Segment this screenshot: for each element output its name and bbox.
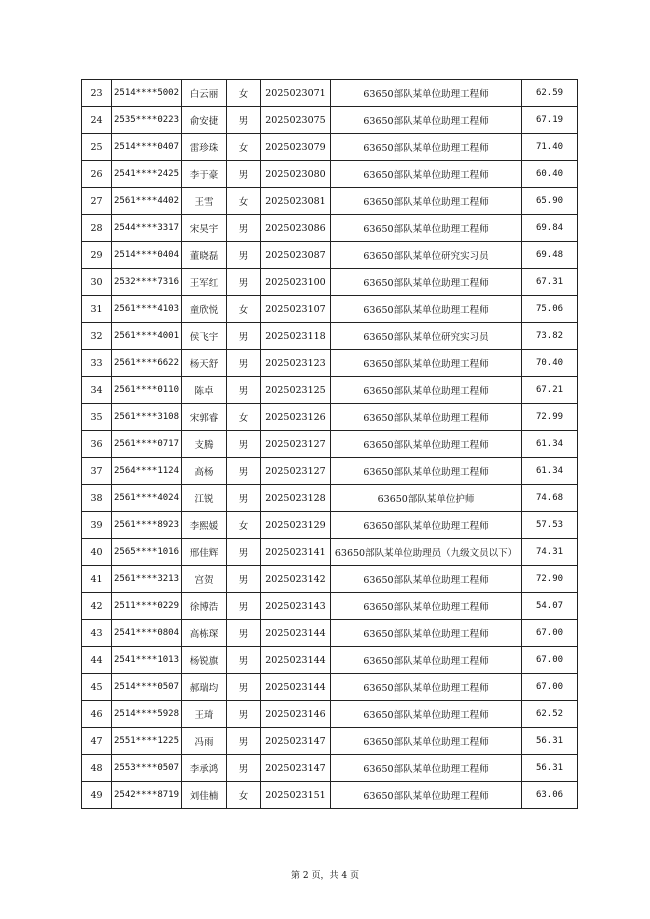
position-name-cell: 63650部队某单位助理工程师 <box>331 431 522 458</box>
candidate-name-cell: 王军红 <box>182 269 227 296</box>
candidate-name-cell: 高栋琛 <box>182 620 227 647</box>
id-number-cell: 2561****8923 <box>112 512 182 539</box>
gender-cell: 男 <box>227 647 261 674</box>
candidate-table <box>81 79 578 809</box>
table-row <box>82 539 578 566</box>
ticket-number-cell: 2025023141 <box>261 539 331 566</box>
row-index-cell: 37 <box>82 458 112 485</box>
position-name-cell: 63650部队某单位助理工程师 <box>331 161 522 188</box>
table-row <box>82 404 578 431</box>
candidate-name-cell: 宫贺 <box>182 566 227 593</box>
table-row <box>82 647 578 674</box>
candidate-name-cell: 雷珍珠 <box>182 134 227 161</box>
table-row <box>82 377 578 404</box>
id-number-cell: 2561****6622 <box>112 350 182 377</box>
row-index-cell: 33 <box>82 350 112 377</box>
gender-cell: 女 <box>227 80 261 107</box>
gender-cell: 男 <box>227 269 261 296</box>
id-number-cell: 2514****5928 <box>112 701 182 728</box>
ticket-number-cell: 2025023075 <box>261 107 331 134</box>
id-number-cell: 2565****1016 <box>112 539 182 566</box>
table-row <box>82 485 578 512</box>
id-number-cell: 2551****1225 <box>112 728 182 755</box>
table-row <box>82 512 578 539</box>
row-index-cell: 25 <box>82 134 112 161</box>
candidate-name-cell: 陈卓 <box>182 377 227 404</box>
gender-cell: 女 <box>227 134 261 161</box>
position-name-cell: 63650部队某单位助理工程师 <box>331 458 522 485</box>
gender-cell: 男 <box>227 161 261 188</box>
ticket-number-cell: 2025023144 <box>261 674 331 701</box>
ticket-number-cell: 2025023087 <box>261 242 331 269</box>
gender-cell: 男 <box>227 458 261 485</box>
id-number-cell: 2544****3317 <box>112 215 182 242</box>
position-name-cell: 63650部队某单位助理工程师 <box>331 647 522 674</box>
page-footer: 第 2 页，共 4 页 <box>291 871 359 881</box>
row-index-cell: 43 <box>82 620 112 647</box>
ticket-number-cell: 2025023080 <box>261 161 331 188</box>
ticket-number-cell: 2025023079 <box>261 134 331 161</box>
table-row <box>82 107 578 134</box>
id-number-cell: 2561****4103 <box>112 296 182 323</box>
score-cell: 54.07 <box>522 593 578 620</box>
gender-cell: 男 <box>227 242 261 269</box>
table-row <box>82 458 578 485</box>
table-row <box>82 188 578 215</box>
id-number-cell: 2561****4001 <box>112 323 182 350</box>
candidate-name-cell: 冯雨 <box>182 728 227 755</box>
table-row <box>82 674 578 701</box>
score-cell: 62.52 <box>522 701 578 728</box>
candidate-name-cell: 白云丽 <box>182 80 227 107</box>
id-number-cell: 2564****1124 <box>112 458 182 485</box>
score-cell: 70.40 <box>522 350 578 377</box>
score-cell: 73.82 <box>522 323 578 350</box>
id-number-cell: 2561****3213 <box>112 566 182 593</box>
table-row <box>82 755 578 782</box>
score-cell: 67.00 <box>522 674 578 701</box>
score-cell: 67.21 <box>522 377 578 404</box>
position-name-cell: 63650部队某单位助理工程师 <box>331 593 522 620</box>
gender-cell: 男 <box>227 620 261 647</box>
table-row <box>82 161 578 188</box>
ticket-number-cell: 2025023142 <box>261 566 331 593</box>
position-name-cell: 63650部队某单位助理工程师 <box>331 269 522 296</box>
row-index-cell: 41 <box>82 566 112 593</box>
candidate-name-cell: 李熙媛 <box>182 512 227 539</box>
gender-cell: 女 <box>227 188 261 215</box>
candidate-name-cell: 杨锐旗 <box>182 647 227 674</box>
id-number-cell: 2514****0407 <box>112 134 182 161</box>
gender-cell: 男 <box>227 539 261 566</box>
score-cell: 71.40 <box>522 134 578 161</box>
candidate-name-cell: 杨天舒 <box>182 350 227 377</box>
gender-cell: 男 <box>227 674 261 701</box>
id-number-cell: 2511****0229 <box>112 593 182 620</box>
position-name-cell: 63650部队某单位助理工程师 <box>331 215 522 242</box>
score-cell: 65.90 <box>522 188 578 215</box>
row-index-cell: 47 <box>82 728 112 755</box>
ticket-number-cell: 2025023118 <box>261 323 331 350</box>
id-number-cell: 2541****0804 <box>112 620 182 647</box>
score-cell: 63.06 <box>522 782 578 809</box>
table-row <box>82 782 578 809</box>
gender-cell: 男 <box>227 323 261 350</box>
score-cell: 61.34 <box>522 431 578 458</box>
id-number-cell: 2553****0507 <box>112 755 182 782</box>
gender-cell: 女 <box>227 782 261 809</box>
score-cell: 69.48 <box>522 242 578 269</box>
row-index-cell: 46 <box>82 701 112 728</box>
row-index-cell: 23 <box>82 80 112 107</box>
candidate-name-cell: 宋昊宇 <box>182 215 227 242</box>
id-number-cell: 2561****0717 <box>112 431 182 458</box>
id-number-cell: 2535****0223 <box>112 107 182 134</box>
score-cell: 56.31 <box>522 728 578 755</box>
table-row <box>82 296 578 323</box>
candidate-name-cell: 邢佳辉 <box>182 539 227 566</box>
candidate-name-cell: 高杨 <box>182 458 227 485</box>
id-number-cell: 2561****3108 <box>112 404 182 431</box>
position-name-cell: 63650部队某单位助理工程师 <box>331 188 522 215</box>
ticket-number-cell: 2025023143 <box>261 593 331 620</box>
gender-cell: 男 <box>227 728 261 755</box>
id-number-cell: 2514****0404 <box>112 242 182 269</box>
id-number-cell: 2514****0507 <box>112 674 182 701</box>
table-row <box>82 431 578 458</box>
row-index-cell: 40 <box>82 539 112 566</box>
ticket-number-cell: 2025023100 <box>261 269 331 296</box>
candidate-name-cell: 董晓磊 <box>182 242 227 269</box>
candidate-name-cell: 郝瑞均 <box>182 674 227 701</box>
score-cell: 60.40 <box>522 161 578 188</box>
row-index-cell: 36 <box>82 431 112 458</box>
position-name-cell: 63650部队某单位助理工程师 <box>331 404 522 431</box>
position-name-cell: 63650部队某单位研究实习员 <box>331 242 522 269</box>
table-row <box>82 269 578 296</box>
gender-cell: 女 <box>227 512 261 539</box>
candidate-name-cell: 支腾 <box>182 431 227 458</box>
table-row <box>82 215 578 242</box>
table-row <box>82 701 578 728</box>
score-cell: 67.19 <box>522 107 578 134</box>
candidate-name-cell: 刘佳楠 <box>182 782 227 809</box>
position-name-cell: 63650部队某单位研究实习员 <box>331 323 522 350</box>
ticket-number-cell: 2025023126 <box>261 404 331 431</box>
score-cell: 61.34 <box>522 458 578 485</box>
table-row <box>82 728 578 755</box>
ticket-number-cell: 2025023127 <box>261 458 331 485</box>
gender-cell: 男 <box>227 377 261 404</box>
gender-cell: 男 <box>227 593 261 620</box>
id-number-cell: 2541****2425 <box>112 161 182 188</box>
row-index-cell: 29 <box>82 242 112 269</box>
candidate-name-cell: 徐博浩 <box>182 593 227 620</box>
candidate-name-cell: 俞安捷 <box>182 107 227 134</box>
table-row <box>82 134 578 161</box>
position-name-cell: 63650部队某单位助理工程师 <box>331 512 522 539</box>
ticket-number-cell: 2025023081 <box>261 188 331 215</box>
ticket-number-cell: 2025023127 <box>261 431 331 458</box>
score-cell: 56.31 <box>522 755 578 782</box>
id-number-cell: 2561****4402 <box>112 188 182 215</box>
candidate-name-cell: 江锐 <box>182 485 227 512</box>
row-index-cell: 24 <box>82 107 112 134</box>
gender-cell: 男 <box>227 350 261 377</box>
ticket-number-cell: 2025023147 <box>261 755 331 782</box>
score-cell: 75.06 <box>522 296 578 323</box>
row-index-cell: 48 <box>82 755 112 782</box>
row-index-cell: 49 <box>82 782 112 809</box>
score-cell: 57.53 <box>522 512 578 539</box>
gender-cell: 男 <box>227 215 261 242</box>
candidate-table-body <box>82 80 578 809</box>
id-number-cell: 2561****0110 <box>112 377 182 404</box>
id-number-cell: 2561****4024 <box>112 485 182 512</box>
table-row <box>82 593 578 620</box>
ticket-number-cell: 2025023144 <box>261 620 331 647</box>
position-name-cell: 63650部队某单位助理员（九级文员以下） <box>331 539 522 566</box>
gender-cell: 女 <box>227 404 261 431</box>
id-number-cell: 2541****1013 <box>112 647 182 674</box>
score-cell: 74.31 <box>522 539 578 566</box>
score-cell: 67.00 <box>522 647 578 674</box>
candidate-name-cell: 侯飞宇 <box>182 323 227 350</box>
ticket-number-cell: 2025023071 <box>261 80 331 107</box>
ticket-number-cell: 2025023125 <box>261 377 331 404</box>
table-row <box>82 323 578 350</box>
position-name-cell: 63650部队某单位助理工程师 <box>331 674 522 701</box>
id-number-cell: 2542****8719 <box>112 782 182 809</box>
gender-cell: 男 <box>227 485 261 512</box>
gender-cell: 男 <box>227 755 261 782</box>
row-index-cell: 31 <box>82 296 112 323</box>
score-cell: 74.68 <box>522 485 578 512</box>
position-name-cell: 63650部队某单位助理工程师 <box>331 107 522 134</box>
position-name-cell: 63650部队某单位助理工程师 <box>331 782 522 809</box>
table-row <box>82 242 578 269</box>
row-index-cell: 44 <box>82 647 112 674</box>
position-name-cell: 63650部队某单位助理工程师 <box>331 134 522 161</box>
score-cell: 67.31 <box>522 269 578 296</box>
gender-cell: 男 <box>227 566 261 593</box>
ticket-number-cell: 2025023144 <box>261 647 331 674</box>
id-number-cell: 2514****5002 <box>112 80 182 107</box>
candidate-name-cell: 王雪 <box>182 188 227 215</box>
ticket-number-cell: 2025023151 <box>261 782 331 809</box>
gender-cell: 女 <box>227 296 261 323</box>
row-index-cell: 34 <box>82 377 112 404</box>
table-row <box>82 80 578 107</box>
score-cell: 72.90 <box>522 566 578 593</box>
position-name-cell: 63650部队某单位助理工程师 <box>331 728 522 755</box>
row-index-cell: 32 <box>82 323 112 350</box>
position-name-cell: 63650部队某单位助理工程师 <box>331 755 522 782</box>
score-cell: 62.59 <box>522 80 578 107</box>
candidate-name-cell: 王琦 <box>182 701 227 728</box>
position-name-cell: 63650部队某单位助理工程师 <box>331 296 522 323</box>
row-index-cell: 35 <box>82 404 112 431</box>
score-cell: 67.00 <box>522 620 578 647</box>
id-number-cell: 2532****7316 <box>112 269 182 296</box>
row-index-cell: 26 <box>82 161 112 188</box>
row-index-cell: 27 <box>82 188 112 215</box>
row-index-cell: 45 <box>82 674 112 701</box>
position-name-cell: 63650部队某单位助理工程师 <box>331 350 522 377</box>
position-name-cell: 63650部队某单位助理工程师 <box>331 377 522 404</box>
row-index-cell: 38 <box>82 485 112 512</box>
position-name-cell: 63650部队某单位助理工程师 <box>331 620 522 647</box>
gender-cell: 男 <box>227 107 261 134</box>
gender-cell: 男 <box>227 701 261 728</box>
gender-cell: 男 <box>227 431 261 458</box>
ticket-number-cell: 2025023147 <box>261 728 331 755</box>
table-row <box>82 620 578 647</box>
candidate-name-cell: 李于豪 <box>182 161 227 188</box>
ticket-number-cell: 2025023146 <box>261 701 331 728</box>
candidate-name-cell: 宋郭睿 <box>182 404 227 431</box>
position-name-cell: 63650部队某单位助理工程师 <box>331 701 522 728</box>
table-row <box>82 350 578 377</box>
ticket-number-cell: 2025023129 <box>261 512 331 539</box>
position-name-cell: 63650部队某单位助理工程师 <box>331 80 522 107</box>
ticket-number-cell: 2025023128 <box>261 485 331 512</box>
candidate-name-cell: 李承鸿 <box>182 755 227 782</box>
table-row <box>82 566 578 593</box>
ticket-number-cell: 2025023107 <box>261 296 331 323</box>
row-index-cell: 39 <box>82 512 112 539</box>
ticket-number-cell: 2025023123 <box>261 350 331 377</box>
score-cell: 72.99 <box>522 404 578 431</box>
score-cell: 69.84 <box>522 215 578 242</box>
row-index-cell: 28 <box>82 215 112 242</box>
position-name-cell: 63650部队某单位助理工程师 <box>331 566 522 593</box>
position-name-cell: 63650部队某单位护师 <box>331 485 522 512</box>
candidate-name-cell: 童欣悦 <box>182 296 227 323</box>
row-index-cell: 42 <box>82 593 112 620</box>
ticket-number-cell: 2025023086 <box>261 215 331 242</box>
row-index-cell: 30 <box>82 269 112 296</box>
